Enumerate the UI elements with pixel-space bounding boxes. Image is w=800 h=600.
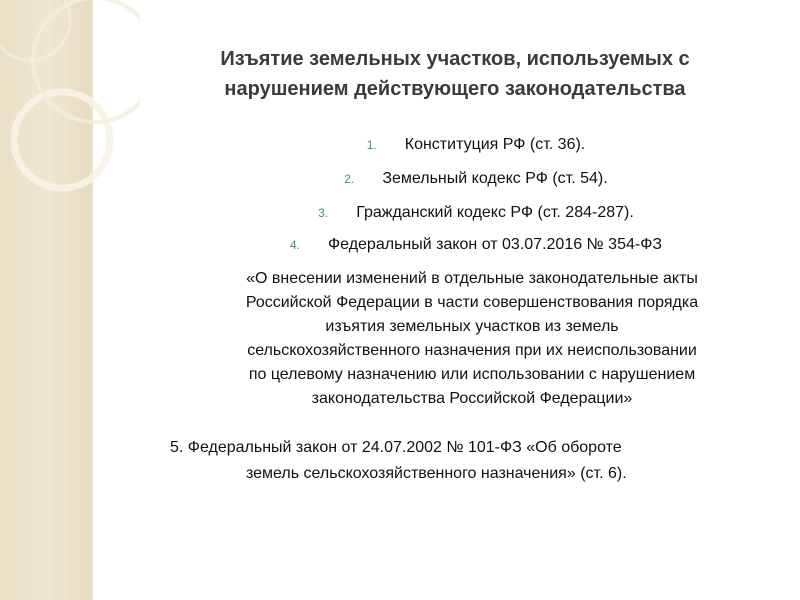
list-number: 4. [289,238,300,252]
list-number: 2. [344,172,355,186]
title-line-1: Изъятие земельных участков, используемых с [220,48,690,70]
quote-line: по целевому назначению или использовании с нарушением [248,366,696,383]
quote-line: сельскохозяйственного назначения при их неиспользовании [247,342,697,359]
quote-line: «О внесении изменений в отдельные законодательные акты [246,270,698,287]
list-text: Земельный кодекс РФ (ст. 54). [382,170,608,187]
list-number: 1. [366,138,377,152]
decorative-circles [0,0,140,260]
quote-line: Российской Федерации в части совершенствования порядка [245,294,699,311]
list-item-5 [170,435,770,487]
item5-line-2: земель сельскохозяйственного назначения» (ст. 6). [246,465,627,482]
quote-line: изъятия земельных участков из земель [325,318,619,335]
list-item [170,236,770,254]
item5-line-1: 5. Федеральный закон от 24.07.2002 № 101-ФЗ «Об обороте [170,439,622,456]
list-item [170,204,770,222]
list-text: Федеральный закон от 03.07.2016 № 354-ФЗ [327,236,663,253]
list-text: Гражданский кодекс РФ (ст. 284-287). [356,204,634,221]
list-text: Конституция РФ (ст. 36). [404,136,586,153]
circles-graphic [0,0,140,260]
list-item [170,136,770,154]
slide-title [150,44,760,104]
law-title-quote [172,267,772,411]
list-item [170,170,770,188]
list-number: 3. [318,206,329,220]
title-line-2: нарушением действующего законодательства [224,78,686,100]
quote-line: законодательства Российской Федерации» [311,390,633,407]
